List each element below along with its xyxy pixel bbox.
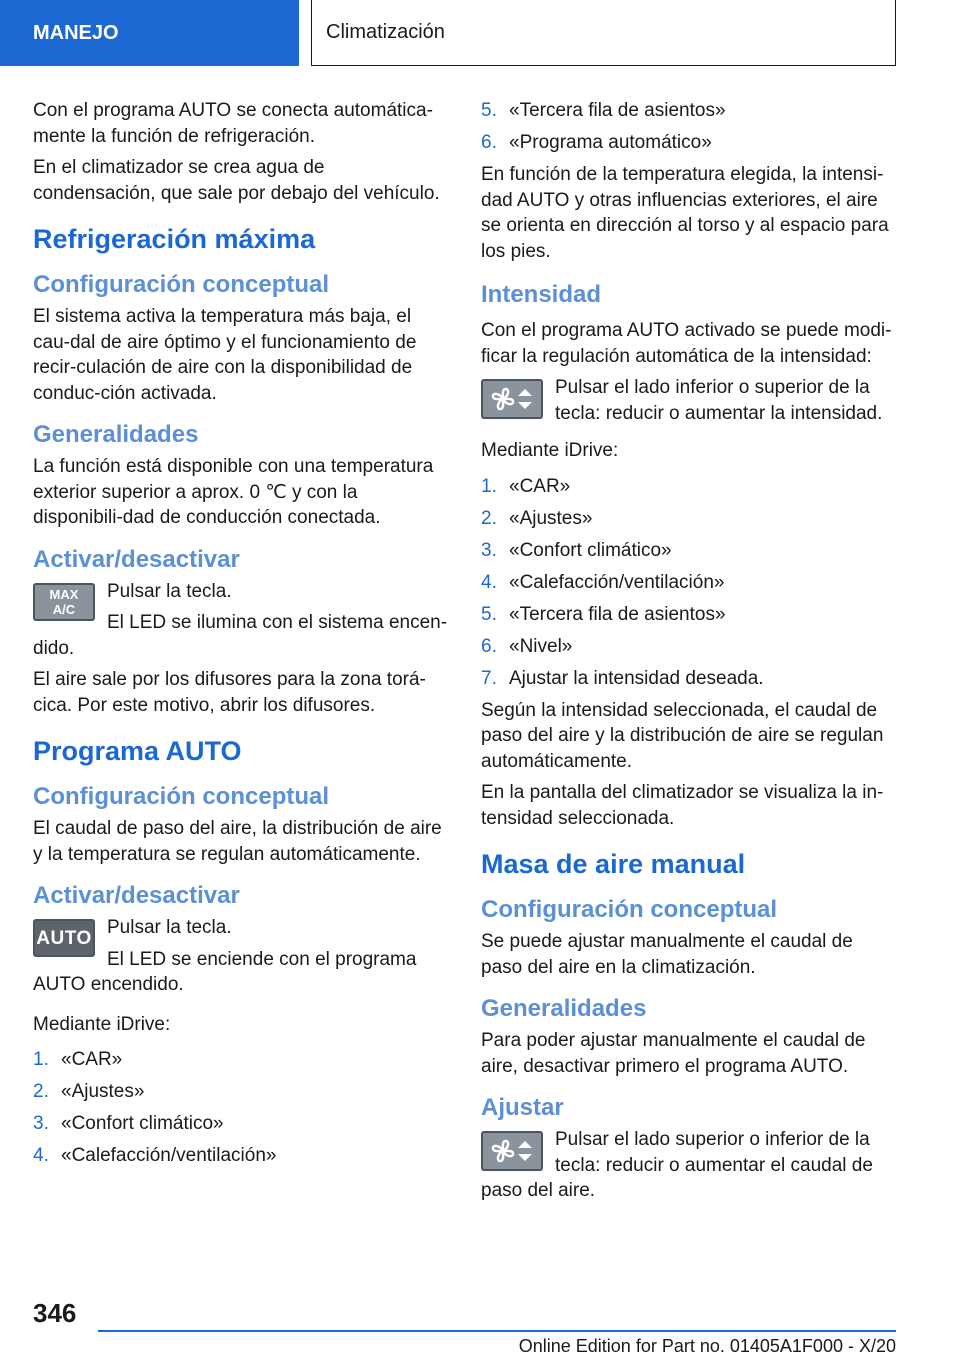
list-item: 4. «Calefacción/ventilación» <box>481 571 725 593</box>
key-label: MAX <box>49 586 79 602</box>
section-tab: MANEJO <box>0 0 299 66</box>
step-list <box>481 98 897 156</box>
subsection-heading: Configuración conceptual <box>481 896 778 923</box>
paragraph: En la pantalla del climatizador se visualiza la in-tensidad seleccionada. <box>481 782 884 829</box>
list-item: 2. «Ajustes» <box>33 1081 145 1102</box>
auto-key-icon: AUTO <box>33 919 95 957</box>
subsection-heading: Ajustar <box>481 1094 564 1121</box>
paragraph: En función de la temperatura elegida, la intensi-dad AUTO y otras influencias exteriores, el aire se orienta en dirección al torso y al espacio para los pies. <box>481 164 889 262</box>
subsection-heading: Configuración conceptual <box>33 783 330 810</box>
paragraph: Pulsar el lado superior o inferior de la tecla: reducir o aumentar el caudal de paso del aire. <box>481 1129 873 1201</box>
fan-key <box>481 1131 543 1171</box>
subsection-heading: Generalidades <box>481 995 647 1022</box>
list-item: 3. «Confort climático» <box>481 539 672 561</box>
paragraph: Se puede ajustar manualmente el caudal de paso del aire en la climatización. <box>481 931 853 978</box>
paragraph: El LED se enciende con el programa AUTO encendido. <box>33 948 417 995</box>
paragraph: El LED se ilumina con el sistema encen-dido. <box>33 612 448 659</box>
subsection-heading: Generalidades <box>33 421 199 448</box>
paragraph: La función está disponible con una temperatura exterior superior a aprox. 0 ℃ y con la disponibili-dad de conducción conectada. <box>33 456 434 528</box>
step-list <box>481 474 897 692</box>
paragraph: Con el programa AUTO se conecta automática-mente la función de refrigeración. <box>33 100 433 147</box>
section-heading: Programa AUTO <box>33 736 242 766</box>
step-list <box>33 1047 449 1169</box>
key-label: A/C <box>52 601 76 617</box>
paragraph: Pulsar la tecla. <box>107 917 232 938</box>
paragraph: El sistema activa la temperatura más baja, el cau-dal de aire óptimo y el funcionamiento de recir-culación de aire con la disponibilidad de conduc-ción activada. <box>33 306 417 404</box>
page-number: 346 <box>33 1298 77 1328</box>
max-ac-key-icon <box>33 583 95 621</box>
section-heading: Intensidad <box>481 281 602 308</box>
subsection-heading: Activar/desactivar <box>33 882 240 909</box>
list-item: 6. «Programa automático» <box>481 132 712 153</box>
fan-icon <box>485 383 539 415</box>
list-item: 4. «Calefacción/ventilación» <box>33 1145 277 1166</box>
section-heading: Refrigeración máxima <box>33 224 316 254</box>
list-item: 2. «Ajustes» <box>481 507 593 529</box>
paragraph: El caudal de paso del aire, la distribución de aire y la temperatura se regulan automáticamente. <box>33 818 442 865</box>
footer-edition: Online Edition for Part no. 01405A1F000 - X/20 <box>518 1336 896 1356</box>
paragraph: Para poder ajustar manualmente el caudal de aire, desactivar primero el programa AUTO. <box>481 1030 866 1077</box>
fan-icon <box>485 1135 539 1167</box>
list-item: 1. «CAR» <box>33 1049 123 1070</box>
list-item: 7. Ajustar la intensidad deseada. <box>481 667 764 689</box>
list-item: 1. «CAR» <box>481 475 571 497</box>
page-header-title: Climatización <box>311 0 896 66</box>
paragraph: Pulsar la tecla. <box>107 580 232 602</box>
subsection-heading: Configuración conceptual <box>33 271 330 298</box>
left-column <box>33 98 449 1175</box>
list-item: 5. «Tercera fila de asientos» <box>481 603 726 625</box>
paragraph: Pulsar el lado inferior o superior de la tecla: reducir o aumentar la intensidad. <box>555 377 883 424</box>
footer-divider <box>98 1330 896 1332</box>
paragraph: El aire sale por los difusores para la zona torá-cica. Por este motivo, abrir los difusores. <box>33 669 426 716</box>
list-item: 5. «Tercera fila de asientos» <box>481 100 726 121</box>
key-instruction <box>33 579 449 668</box>
paragraph: En el climatizador se crea agua de condensación, que sale por debajo del vehículo. <box>33 157 440 204</box>
paragraph: Mediante iDrive: <box>481 440 619 461</box>
list-item: 3. «Confort climático» <box>33 1113 224 1134</box>
right-column <box>481 98 897 1210</box>
list-item: 6. «Nivel» <box>481 635 573 657</box>
key-instruction <box>33 915 449 1004</box>
paragraph: Mediante iDrive: <box>33 1013 171 1035</box>
paragraph: Según la intensidad seleccionada, el caudal de paso del aire y la distribución de aire se regulan automáticamente. <box>481 699 884 772</box>
section-heading: Masa de aire manual <box>481 849 746 879</box>
key-instruction <box>481 375 897 432</box>
key-instruction <box>481 1127 897 1210</box>
paragraph: Con el programa AUTO activado se puede modi-ficar la regulación automática de la intensidad: <box>481 320 892 367</box>
subsection-heading: Activar/desactivar <box>33 545 240 573</box>
fan-key <box>481 379 543 419</box>
